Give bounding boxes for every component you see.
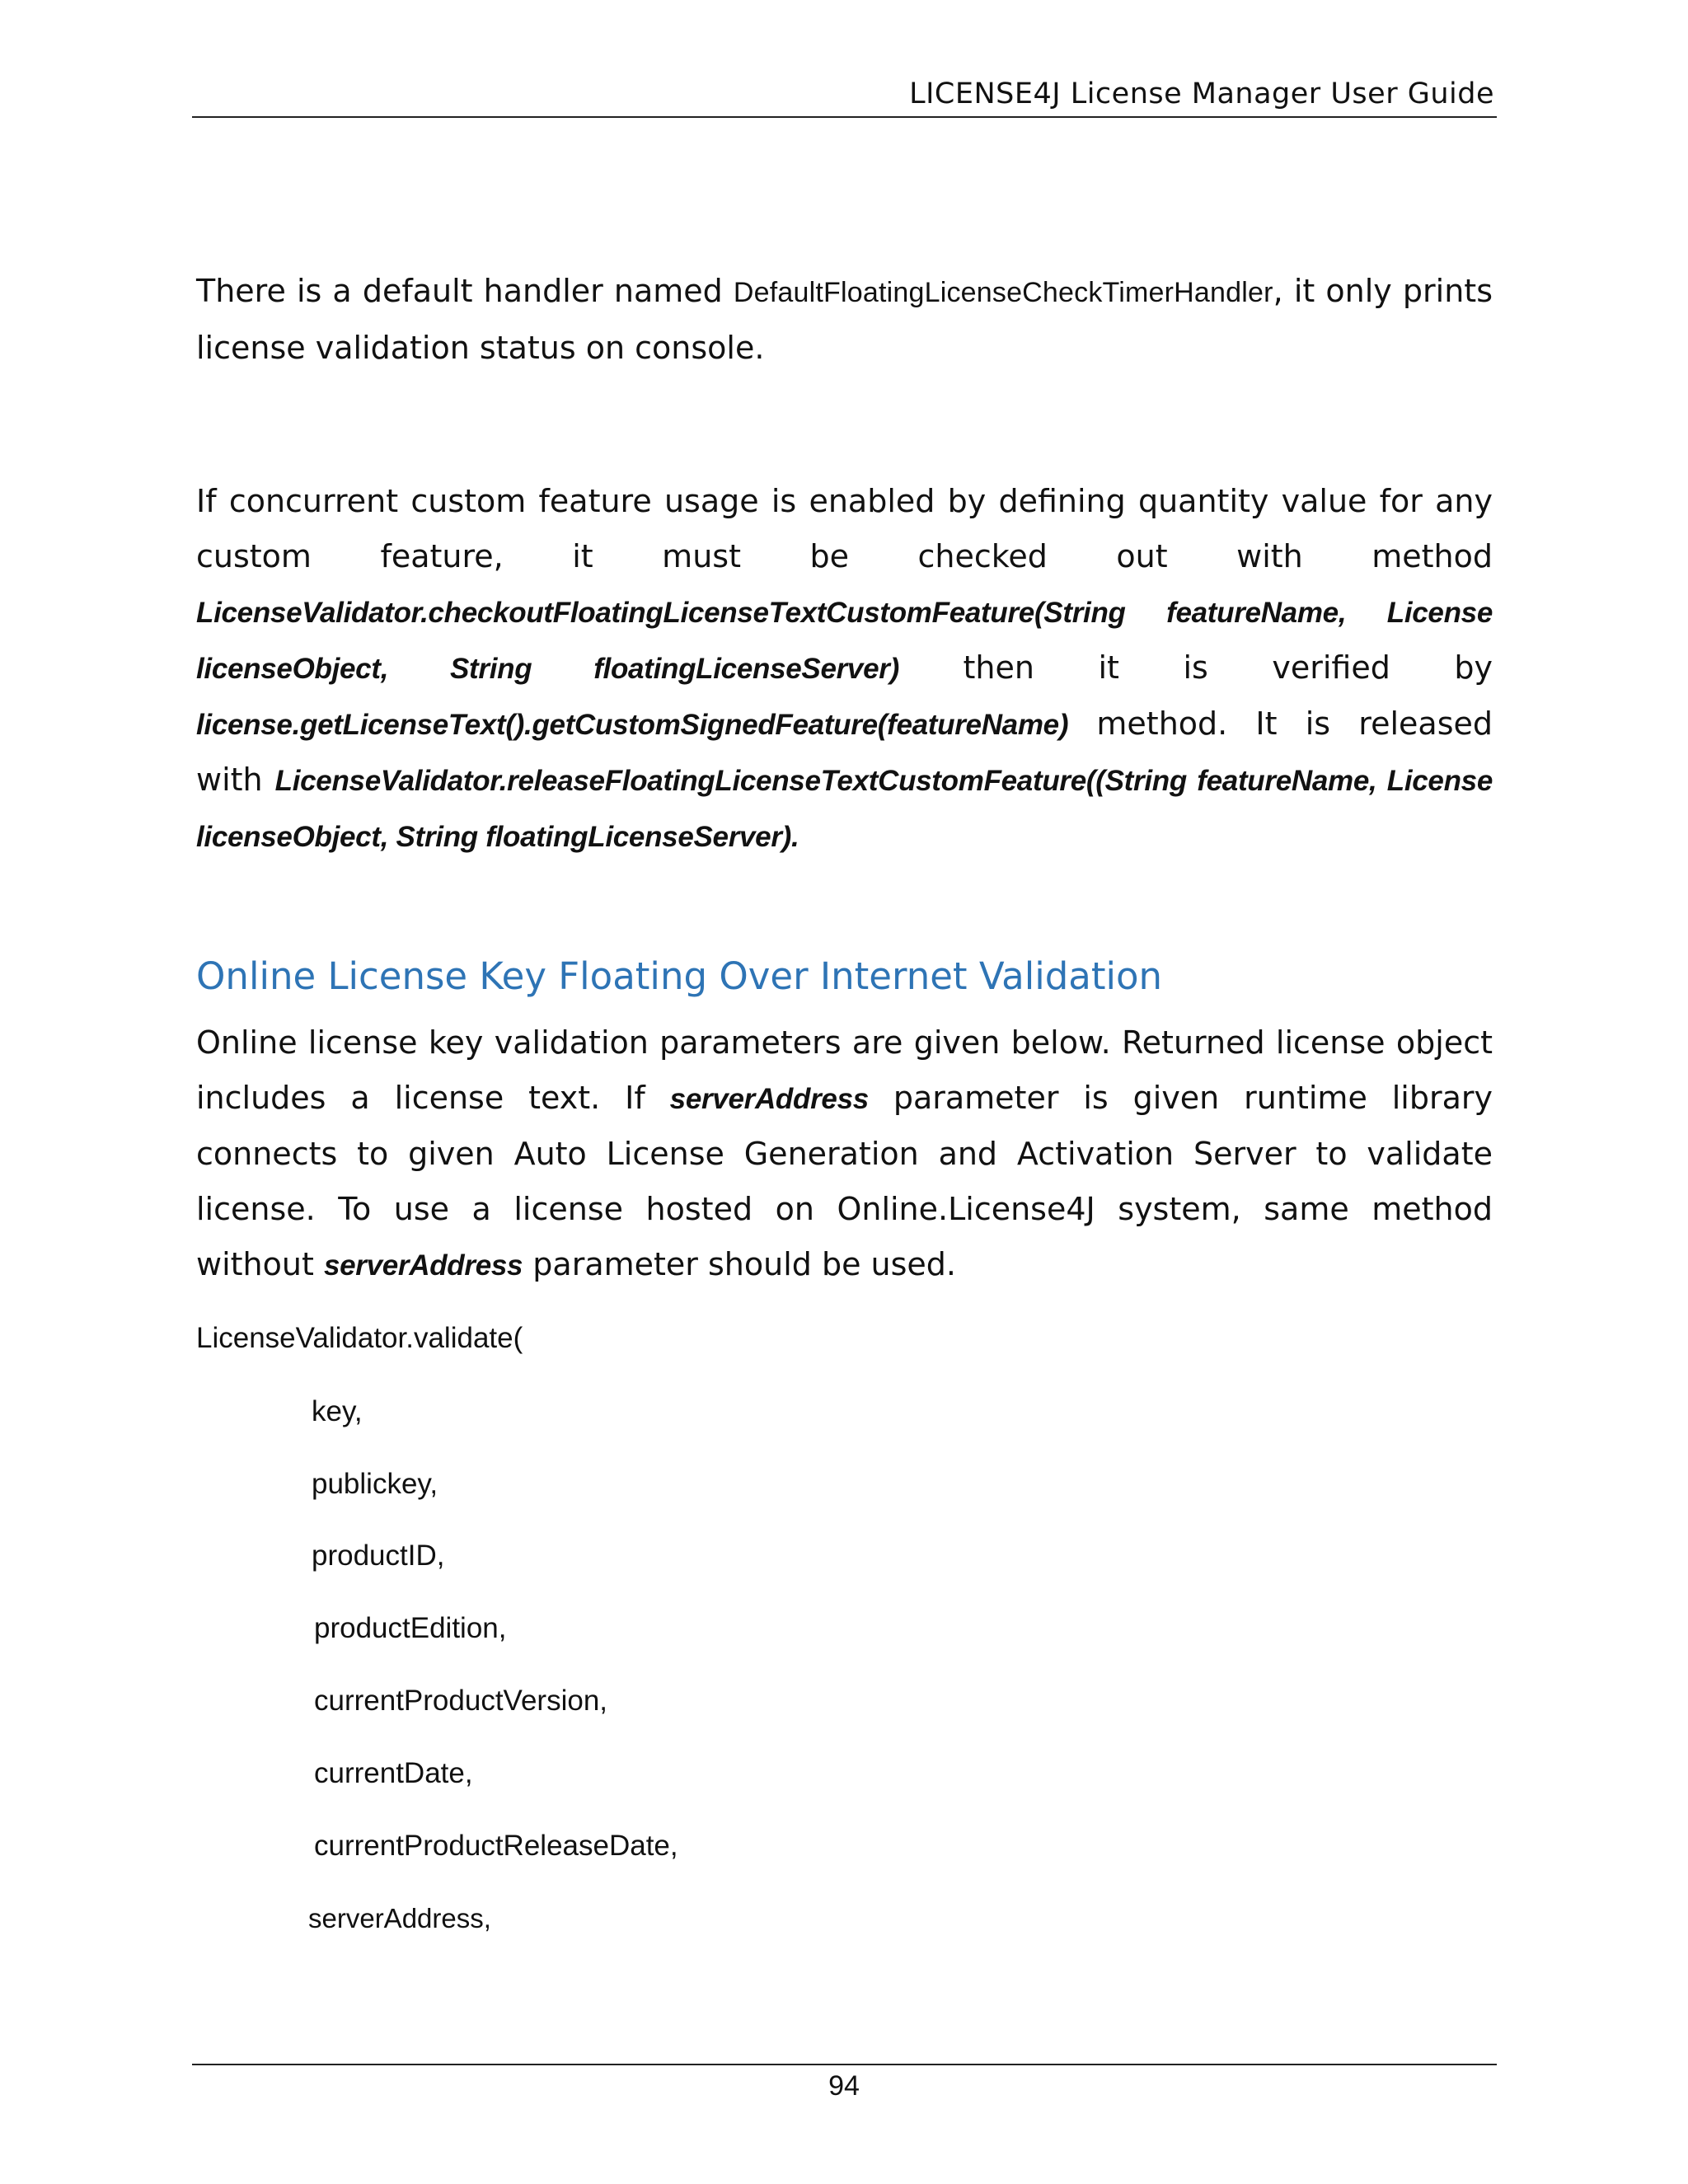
paragraph-text: method. It is released with xyxy=(196,705,1493,798)
section-heading: Online License Key Floating Over Internet Validation xyxy=(196,954,1163,998)
release-method-signature: LicenseValidator.releaseFloatingLicenseTextCustomFeature((String featureName, License licenseObject, String floatingLicenseServer). xyxy=(196,765,1493,853)
checkout-method-signature: LicenseValidator.checkoutFloatingLicenseTextCustomFeature(String featureName, License licenseObject, String floatingLicenseServer) xyxy=(196,597,1493,685)
code-param: currentProductVersion, xyxy=(314,1685,608,1717)
footer-rule xyxy=(192,2064,1497,2065)
paragraph-text: then it is verified by xyxy=(898,649,1493,686)
header-rule xyxy=(192,116,1497,118)
handler-class-name: DefaultFloatingLicenseCheckTimerHandler xyxy=(733,277,1273,308)
paragraph-text: If concurrent custom feature usage is enabled by defining quantity value for any custom feature, it must be checked out with method xyxy=(196,483,1493,574)
paragraph-text: parameter should be used. xyxy=(523,1246,956,1282)
paragraph-text: Online license key validation parameters are given below. Returned license object includes a license text. If xyxy=(196,1024,1493,1116)
paragraph-default-handler xyxy=(196,264,1493,376)
code-param: currentProductReleaseDate, xyxy=(314,1830,678,1862)
code-call: LicenseValidator.validate( xyxy=(196,1322,523,1354)
verify-method-signature: license.getLicenseText().getCustomSignedFeature(featureName) xyxy=(196,709,1069,741)
running-header: LICENSE4J License Manager User Guide xyxy=(909,77,1494,110)
page-number: 94 xyxy=(828,2070,860,2102)
paragraph-text: , it only prints license validation status on console. xyxy=(196,273,1493,366)
code-param: currentDate, xyxy=(314,1757,473,1789)
paragraph-text: There is a default handler named xyxy=(196,273,734,309)
paragraph-text: parameter is given runtime library connects to given Auto License Generation and Activation Server to validate license. To use a license hosted on Online.License4J system, same method without xyxy=(196,1080,1493,1282)
code-param: publickey, xyxy=(312,1468,438,1500)
code-param: productID, xyxy=(312,1540,445,1572)
code-param: serverAddress, xyxy=(308,1903,491,1933)
code-param: key, xyxy=(312,1395,363,1427)
paragraph-online-validation xyxy=(196,1015,1493,1293)
server-address-param: serverAddress xyxy=(669,1083,869,1115)
server-address-param: serverAddress xyxy=(323,1249,523,1282)
code-param: productEdition, xyxy=(314,1612,507,1644)
paragraph-custom-feature xyxy=(196,474,1493,865)
